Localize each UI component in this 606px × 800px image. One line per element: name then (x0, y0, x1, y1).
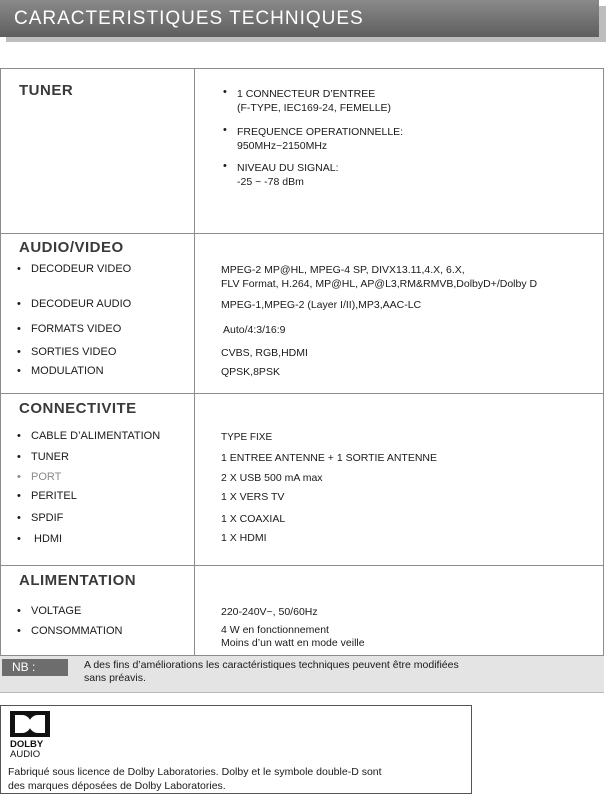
spec-value: CVBS, RGB,HDMI (221, 347, 308, 359)
spec-label (17, 490, 77, 502)
note-line2: sans préavis. (84, 672, 146, 684)
bullet: • (17, 346, 21, 358)
note-line1: A des fins d’améliorations les caractéristiques techniques peuvent être modifiées (84, 659, 459, 671)
spec-label (17, 533, 62, 545)
section-title-connectivite: CONNECTIVITE (19, 400, 137, 417)
bullet: • (223, 86, 227, 98)
spec-label (17, 451, 69, 463)
label-text: TUNER (31, 451, 69, 463)
page-title: CARACTERISTIQUES TECHNIQUES (14, 8, 364, 29)
spec-table (0, 68, 604, 656)
section-title-audio-video: AUDIO/VIDEO (19, 239, 124, 256)
spec-label (17, 625, 122, 637)
spec-value: QPSK,8PSK (221, 366, 280, 378)
tuner-item (223, 126, 403, 153)
spec-label (17, 430, 160, 442)
spec-label (17, 365, 104, 377)
spec-value: 220-240V~, 50/60Hz (221, 606, 318, 618)
header-bar (0, 0, 599, 37)
label-text: SPDIF (31, 512, 64, 524)
label-text: HDMI (34, 533, 63, 545)
spec-value: 1 ENTREE ANTENNE + 1 SORTIE ANTENNE (221, 452, 437, 464)
note-text (84, 659, 584, 685)
bullet: • (17, 512, 21, 524)
value-line2: FLV Format, H.264, MP@HL, AP@L3,RM&RMVB,DolbyD+/Dolby D (221, 278, 538, 290)
spec-label (17, 323, 121, 335)
label-text: PORT (31, 471, 62, 483)
tuner-item-line2: -25 ~ -78 dBm (237, 175, 304, 188)
spec-label (17, 605, 81, 617)
row-divider (1, 565, 603, 566)
dolby-logo-word: DOLBY (10, 739, 44, 750)
label-text: PERITEL (31, 490, 77, 502)
spec-value: 1 X VERS TV (221, 491, 285, 503)
bullet: • (17, 605, 21, 617)
spec-label (17, 346, 116, 358)
spec-value: Auto/4:3/16:9 (223, 324, 286, 336)
bullet: • (17, 471, 21, 483)
bullet: • (17, 533, 21, 545)
spec-label (17, 512, 63, 524)
dolby-logo-audio: AUDIO (10, 749, 41, 759)
tuner-item (223, 88, 391, 115)
spec-value: 1 X COAXIAL (221, 513, 286, 525)
spec-value (221, 263, 537, 291)
spec-value: TYPE FIXE (221, 432, 273, 443)
column-divider (194, 69, 195, 655)
spec-label (17, 298, 131, 310)
section-title-alimentation: ALIMENTATION (19, 572, 137, 589)
dolby-line1: Fabriqué sous licence de Dolby Laboratories. Dolby et le symbole double-D sont (8, 766, 382, 778)
bullet: • (17, 263, 21, 275)
label-text: CABLE D’ALIMENTATION (31, 430, 161, 442)
bullet: • (17, 430, 21, 442)
label-text: DECODEUR VIDEO (31, 263, 132, 275)
bullet: • (17, 365, 21, 377)
spec-value (221, 624, 365, 650)
value-line1: MPEG-2 MP@HL, MPEG-4 SP, DIVX13.11,4.X, 6.X, (221, 264, 465, 276)
bullet: • (17, 625, 21, 637)
bullet: • (17, 451, 21, 463)
tuner-item-line2: (F-TYPE, IEC169-24, FEMELLE) (237, 101, 392, 114)
label-text: VOLTAGE (31, 605, 82, 617)
spec-value: 1 X HDMI (221, 532, 267, 544)
tuner-item-line1: NIVEAU DU SIGNAL: (237, 162, 339, 174)
spec-value: 2 X USB 500 mA max (221, 472, 323, 484)
spec-value: MPEG-1,MPEG-2 (Layer I/II),MP3,AAC-LC (221, 299, 422, 311)
dolby-line2: des marques déposées de Dolby Laboratories. (8, 779, 226, 792)
note-bar (0, 656, 604, 693)
dolby-license-text (8, 766, 468, 793)
bullet: • (17, 490, 21, 502)
label-text: CONSOMMATION (31, 625, 123, 637)
dolby-logo (10, 711, 50, 759)
bullet: • (223, 160, 227, 172)
row-divider (1, 233, 603, 234)
label-text: FORMATS VIDEO (31, 323, 122, 335)
value-line1: 4 W en fonctionnement (221, 624, 329, 636)
spec-label (17, 263, 131, 275)
row-divider (1, 393, 603, 394)
note-tag: NB : (2, 659, 68, 676)
tuner-item-line1: 1 CONNECTEUR D’ENTREE (237, 88, 376, 100)
label-text: SORTIES VIDEO (31, 346, 117, 358)
value-line2: Moins d’un watt en mode veille (221, 637, 365, 649)
section-title-tuner: TUNER (19, 82, 74, 99)
dolby-notice (0, 705, 472, 794)
spec-label (17, 471, 61, 483)
label-text: DECODEUR AUDIO (31, 298, 132, 310)
tuner-item-line1: FREQUENCE OPERATIONNELLE: (237, 126, 404, 138)
tuner-item (223, 162, 339, 189)
label-text: MODULATION (31, 365, 104, 377)
bullet: • (223, 124, 227, 136)
bullet: • (17, 323, 21, 335)
tuner-item-line2: 950MHz~2150MHz (237, 139, 328, 152)
bullet: • (17, 298, 21, 310)
